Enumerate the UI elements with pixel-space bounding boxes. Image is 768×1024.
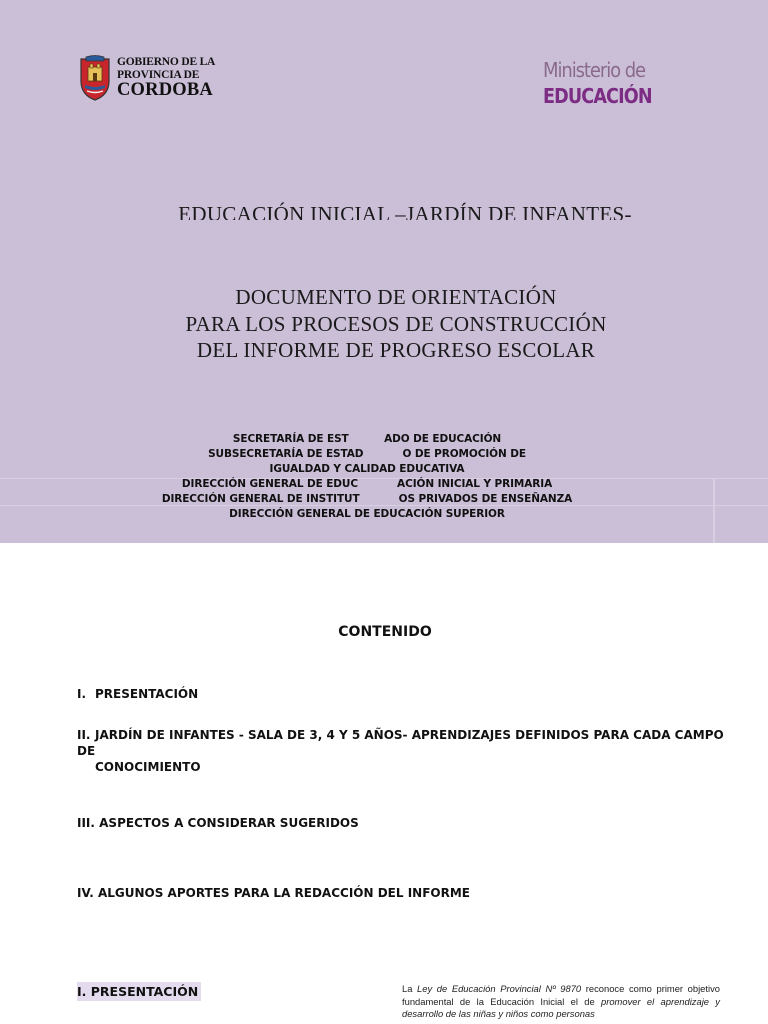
- credit-line: DIRECCIÓN GENERAL DE INSTITUT OS PRIVADOS DE ENSEÑANZA: [161, 493, 573, 505]
- cover-doc-title-line3: DEL INFORME DE PROGRESO ESCOLAR: [196, 338, 596, 358]
- toc-item: [77, 815, 359, 831]
- toc-text: JARDÍN DE INFANTES - SALA DE 3, 4 Y 5 AÑOS- APRENDIZAJES DEFINIDOS PARA CADA CAMPO DE: [77, 728, 724, 758]
- pres-text-part: La: [402, 983, 418, 994]
- toc-number: I.: [77, 687, 87, 701]
- ministerio-educacion-logo: [541, 58, 666, 112]
- cover-main-title: EDUCACIÓN INICIAL –JARDÍN DE INFANTES-: [178, 202, 632, 220]
- cover-doc-title-line2: PARA LOS PROCESOS DE CONSTRUCCIÓN: [185, 312, 607, 336]
- toc-number: II.: [77, 728, 91, 742]
- toc-text: ASPECTOS A CONSIDERAR SUGERIDOS: [99, 816, 359, 830]
- credit-line: DIRECCIÓN GENERAL DE EDUC ACIÓN INICIAL Y PRIMARIA: [181, 478, 553, 490]
- cover-doc-title-line1: DOCUMENTO DE ORIENTACIÓN: [235, 285, 557, 306]
- gov-logo-line1: GOBIERNO DE LA: [117, 56, 216, 68]
- pres-text-law: Ley de Educación Provincial Nº 9870: [417, 983, 582, 994]
- gobierno-cordoba-logo: [77, 55, 222, 103]
- toc-item: [77, 686, 198, 702]
- pres-text-emphasis: promover el aprendizaje y desarrollo de las niñas y niños como personas: [402, 995, 720, 1019]
- toc-number: IV.: [77, 886, 94, 900]
- credit-line: IGUALDAD Y CALIDAD EDUCATIVA: [269, 463, 465, 475]
- toc-text: ALGUNOS APORTES PARA LA REDACCIÓN DEL INFORME: [97, 886, 470, 900]
- coat-of-arms-icon: [77, 55, 113, 101]
- toc-text-continued: CONOCIMIENTO: [95, 760, 201, 774]
- toc-text: PRESENTACIÓN: [95, 687, 199, 701]
- contents-heading: CONTENIDO: [338, 624, 432, 640]
- credit-line: DIRECCIÓN GENERAL DE EDUCACIÓN SUPERIOR: [229, 508, 505, 520]
- credit-line: SECRETARÍA DE EST ADO DE EDUCACIÓN: [232, 433, 502, 445]
- presentation-paragraph: [402, 983, 720, 1021]
- pres-text-part: reconoce como primer objetivo fundamental de la Educación Inicial el de: [402, 983, 720, 1007]
- presentation-heading: I. PRESENTACIÓN: [77, 982, 201, 1001]
- gov-logo-text: [117, 57, 215, 100]
- ministry-logo-line2: EDUCACIÓN: [543, 84, 652, 108]
- credit-line: SUBSECRETARÍA DE ESTAD O DE PROMOCIÓN DE: [208, 448, 526, 460]
- ministry-logo-line1: Ministerio de: [543, 58, 646, 82]
- cover-credits: [0, 432, 734, 522]
- toc-number: III.: [77, 816, 95, 830]
- gov-logo-line2: PROVINCIA DE: [117, 68, 200, 81]
- toc-item: [77, 727, 727, 775]
- gov-logo-line3: CORDOBA: [117, 80, 213, 100]
- toc-item: [77, 885, 470, 901]
